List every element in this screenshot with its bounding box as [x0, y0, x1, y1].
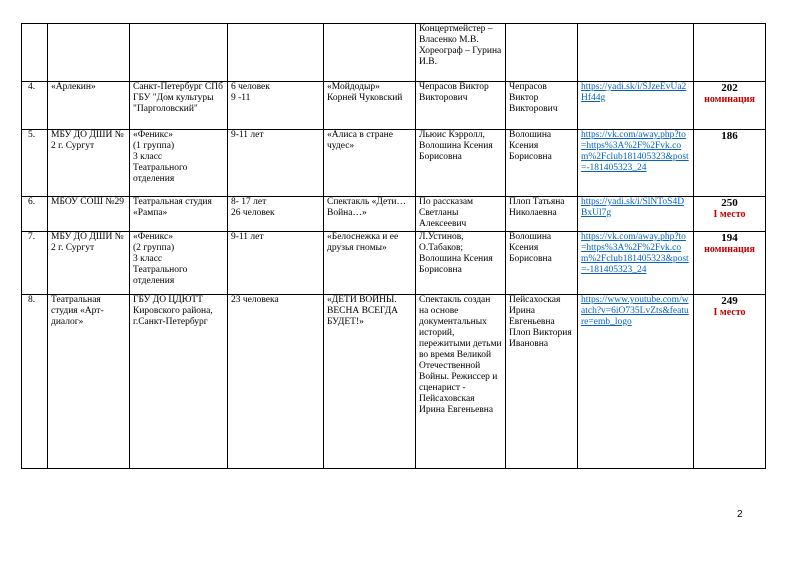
author-cell: По рассказам Светланы Алексеевич	[416, 197, 506, 232]
participant-name: МБУ ДО ДШИ № 2 г. Сургут	[48, 232, 130, 295]
leader-cell: Чепрасов Виктор Викторович	[506, 82, 578, 130]
title-cell: «Мойдодыр» Корней Чуковский	[324, 82, 416, 130]
institution-cell: «Феникс» (1 группа) 3 класс Театрального отделения	[130, 130, 228, 197]
score: 249	[721, 295, 738, 307]
participant-name: МБОУ СОШ №29	[48, 197, 130, 232]
author-cell: Спектакль создан на основе документальных историй, пережитыми детьми во время Великой Отечественной Войны. Режиссер и сценарист - Пейсаховская Ирина Евгеньевна	[416, 295, 506, 469]
institution-cell: Театральная студия «Рампа»	[130, 197, 228, 232]
age-cell: 8- 17 лет 26 человек	[228, 197, 324, 232]
table-row	[22, 82, 766, 130]
place-label: I место	[713, 307, 746, 318]
score: 250	[721, 197, 738, 209]
score: 202	[721, 82, 738, 94]
leader-cell: Плоп Татьяна Николаевна	[506, 197, 578, 232]
place-label: номинация	[704, 94, 755, 105]
author-cell: Концертмейстер – Власенко М.В. Хореограф – Гурина И.В.	[416, 24, 506, 82]
row-number: 4.	[22, 82, 48, 130]
institution-cell: «Феникс» (2 группа) 3 класс Театрального отделения	[130, 232, 228, 295]
table-row	[22, 295, 766, 469]
video-link[interactable]: https://vk.com/away.php?to=https%3A%2F%2Fvk.com%2Fclub181405323&post=-181405323_24	[581, 232, 689, 275]
score: 186	[721, 130, 738, 142]
age-cell: 23 человека	[228, 295, 324, 469]
row-number: 6.	[22, 197, 48, 232]
video-link[interactable]: https://yadi.sk/i/SJzeEvUa2Hf44g	[581, 82, 687, 103]
title-cell: «Белоснежка и ее друзья гномы»	[324, 232, 416, 295]
video-link[interactable]: https://www.youtube.com/watch?v=6iO735LvZts&feature=emb_logo	[581, 295, 689, 327]
age-cell: 9-11 лет	[228, 130, 324, 197]
video-link[interactable]: https://vk.com/away.php?to=https%3A%2F%2Fvk.com%2Fclub181405323&post=-181405323_24	[581, 130, 689, 173]
place-label: I место	[713, 209, 746, 220]
table-row	[22, 24, 766, 82]
leader-cell: Волошина Ксения Борисовна	[506, 232, 578, 295]
author-cell: Чепрасов Виктор Викторович	[416, 82, 506, 130]
title-cell: Спектакль «Дети… Война…»	[324, 197, 416, 232]
title-cell: «Алиса в стране чудес»	[324, 130, 416, 197]
table-row	[22, 232, 766, 295]
age-cell: 6 человек 9 -11	[228, 82, 324, 130]
table-row	[22, 197, 766, 232]
table-row	[22, 130, 766, 197]
video-link[interactable]: https://yadi.sk/i/SlNToS4DBxUl7g	[581, 197, 685, 218]
participant-name: Театральная студия «Арт-диалог»	[48, 295, 130, 469]
row-number: 8.	[22, 295, 48, 469]
row-number: 7.	[22, 232, 48, 295]
author-cell: Льюис Кэрролл, Волошина Ксения Борисовна	[416, 130, 506, 197]
age-cell: 9-11 лет	[228, 232, 324, 295]
score: 194	[721, 232, 738, 244]
page-number: 2	[737, 509, 743, 520]
place-label: номинация	[704, 244, 755, 255]
results-table	[21, 23, 766, 469]
leader-cell: Пейсахоская Ирина Евгеньевна Плоп Виктория Ивановна	[506, 295, 578, 469]
participant-name: «Арлекин»	[48, 82, 130, 130]
institution-cell: Санкт-Петербург СПб ГБУ "Дом культуры "Парголовский"	[130, 82, 228, 130]
participant-name: МБУ ДО ДШИ № 2 г. Сургут	[48, 130, 130, 197]
author-cell: Л.Устинов, О.Табаков; Волошина Ксения Борисовна	[416, 232, 506, 295]
institution-cell: ГБУ ДО ЦДЮТТ Кировского района, г.Санкт-Петербург	[130, 295, 228, 469]
leader-cell: Волошина Ксения Борисовна	[506, 130, 578, 197]
title-cell: «ДЕТИ ВОЙНЫ. ВЕСНА ВСЕГДА БУДЕТ!»	[324, 295, 416, 469]
row-number: 5.	[22, 130, 48, 197]
